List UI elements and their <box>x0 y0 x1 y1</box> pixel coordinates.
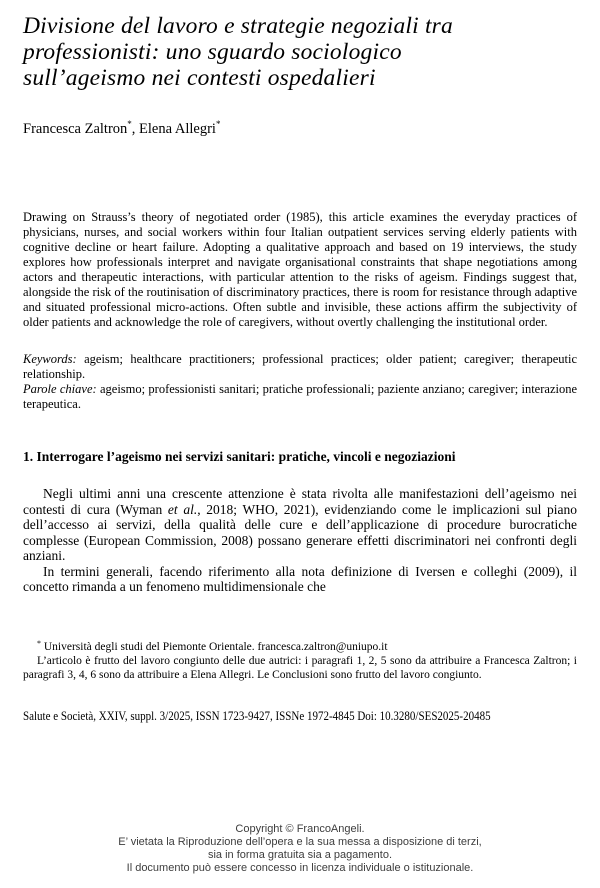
author-separator: , <box>131 121 140 137</box>
body-paragraph-2: In termini generali, facendo riferimento alla nota definizione di Iversen e colleghi (2009), il concetto rimanda a un fenomeno multidimensionale che <box>23 563 577 594</box>
parole-chiave-text: ageismo; professionisti sanitari; pratiche professionali; paziente anziano; caregiver; interazione terapeutica. <box>23 382 578 411</box>
footnote-block <box>23 637 577 682</box>
copyright-block <box>0 823 600 875</box>
body-paragraph-1 <box>23 486 577 564</box>
paper-title: Divisione del lavoro e strategie negoziali tra professionisti: uno sguardo sociologico sull’ageismo nei contesti ospedalieri <box>23 13 453 91</box>
keywords-text: ageism; healthcare practitioners; professional practices; older patient; caregiver; therapeutic relationship. <box>23 352 577 381</box>
keywords-line <box>23 352 577 382</box>
section-heading: 1. Interrogare l’ageismo nei servizi sanitari: pratiche, vincoli e negoziazioni <box>23 449 456 464</box>
footnote-attribution: L’articolo è frutto del lavoro congiunto delle due autrici: i paragrafi 1, 2, 5 sono da attribuire a Francesca Zaltron; i paragrafi 3, 4, 6 sono da attribuire a Elena Allegri. Le Conclusioni sono frutto del lavoro congiunto. <box>23 654 577 681</box>
journal-citation: Salute e Società, XXIV, suppl. 3/2025, ISSN 1723-9427, ISSNe 1972-4845 Doi: 10.3280/SES2025-20485 <box>23 708 491 723</box>
section-body <box>23 486 577 595</box>
author-footnote-mark-2: * <box>215 119 221 129</box>
parole-chiave-line <box>23 382 577 412</box>
parole-chiave-label: Parole chiave: <box>23 382 97 396</box>
copyright-line-1: Copyright © FrancoAngeli. <box>235 823 365 835</box>
author-line <box>23 115 577 138</box>
paragraph-text: , 2018; WHO, 2021), evidenziando come le implicazioni sul piano dell’accesso ai servizi, della qualità delle cure e dell’applicazione di procedure burocratiche complesse (European Commission, 2008) possano generare effetti discriminatori nei confronti degli anziani. <box>23 501 578 563</box>
copyright-line-4: Il documento può essere concesso in licenza individuale o istituzionale. <box>126 862 474 874</box>
author-name-1: Francesca Zaltron <box>23 121 128 137</box>
paragraph-text: Negli ultimi anni una crescente attenzione è stata rivolta alle manifestazioni dell’ageismo nei contesti di cura (Wyman <box>23 486 577 517</box>
footnote-affiliation <box>23 637 577 654</box>
copyright-line-3: sia in forma gratuita sia a pagamento. <box>207 849 393 861</box>
copyright-line-2: E’ vietata la Riproduzione dell’opera e la sua messa a disposizione di terzi, <box>118 836 482 848</box>
footnote-mark: * <box>37 638 41 648</box>
author-name-2: Elena Allegri <box>139 121 216 137</box>
author-footnote-mark-1: * <box>127 119 132 129</box>
keywords-block <box>23 352 577 412</box>
footnote-affiliation-text: Università degli studi del Piemonte Orientale. francesca.zaltron@uniupo.it <box>43 640 388 653</box>
abstract-text: Drawing on Strauss’s theory of negotiated order (1985), this article examines the everyday practices of physicians, nurses, and social workers within four Italian outpatient services serving elderly patients with cognitive decline or heart failure. Adopting a qualitative approach and based on 19 interviews, the study explores how professionals interpret and navigate organisational constraints that shape negotiations among actors and therapeutic interactions, with particular attention to the risks of ageism. Findings suggest that, alongside the risk of the routinisation of discriminatory practices, there is room for resistance through adaptive and situated professional micro-actions. Often subtle and invisible, these actions affirm the subjectivity of older patients and acknowledge the role of caregivers, without overtly challenging the institutional order. <box>23 210 577 329</box>
keywords-label: Keywords: <box>23 352 77 366</box>
et-al-italic: et al. <box>167 501 198 517</box>
